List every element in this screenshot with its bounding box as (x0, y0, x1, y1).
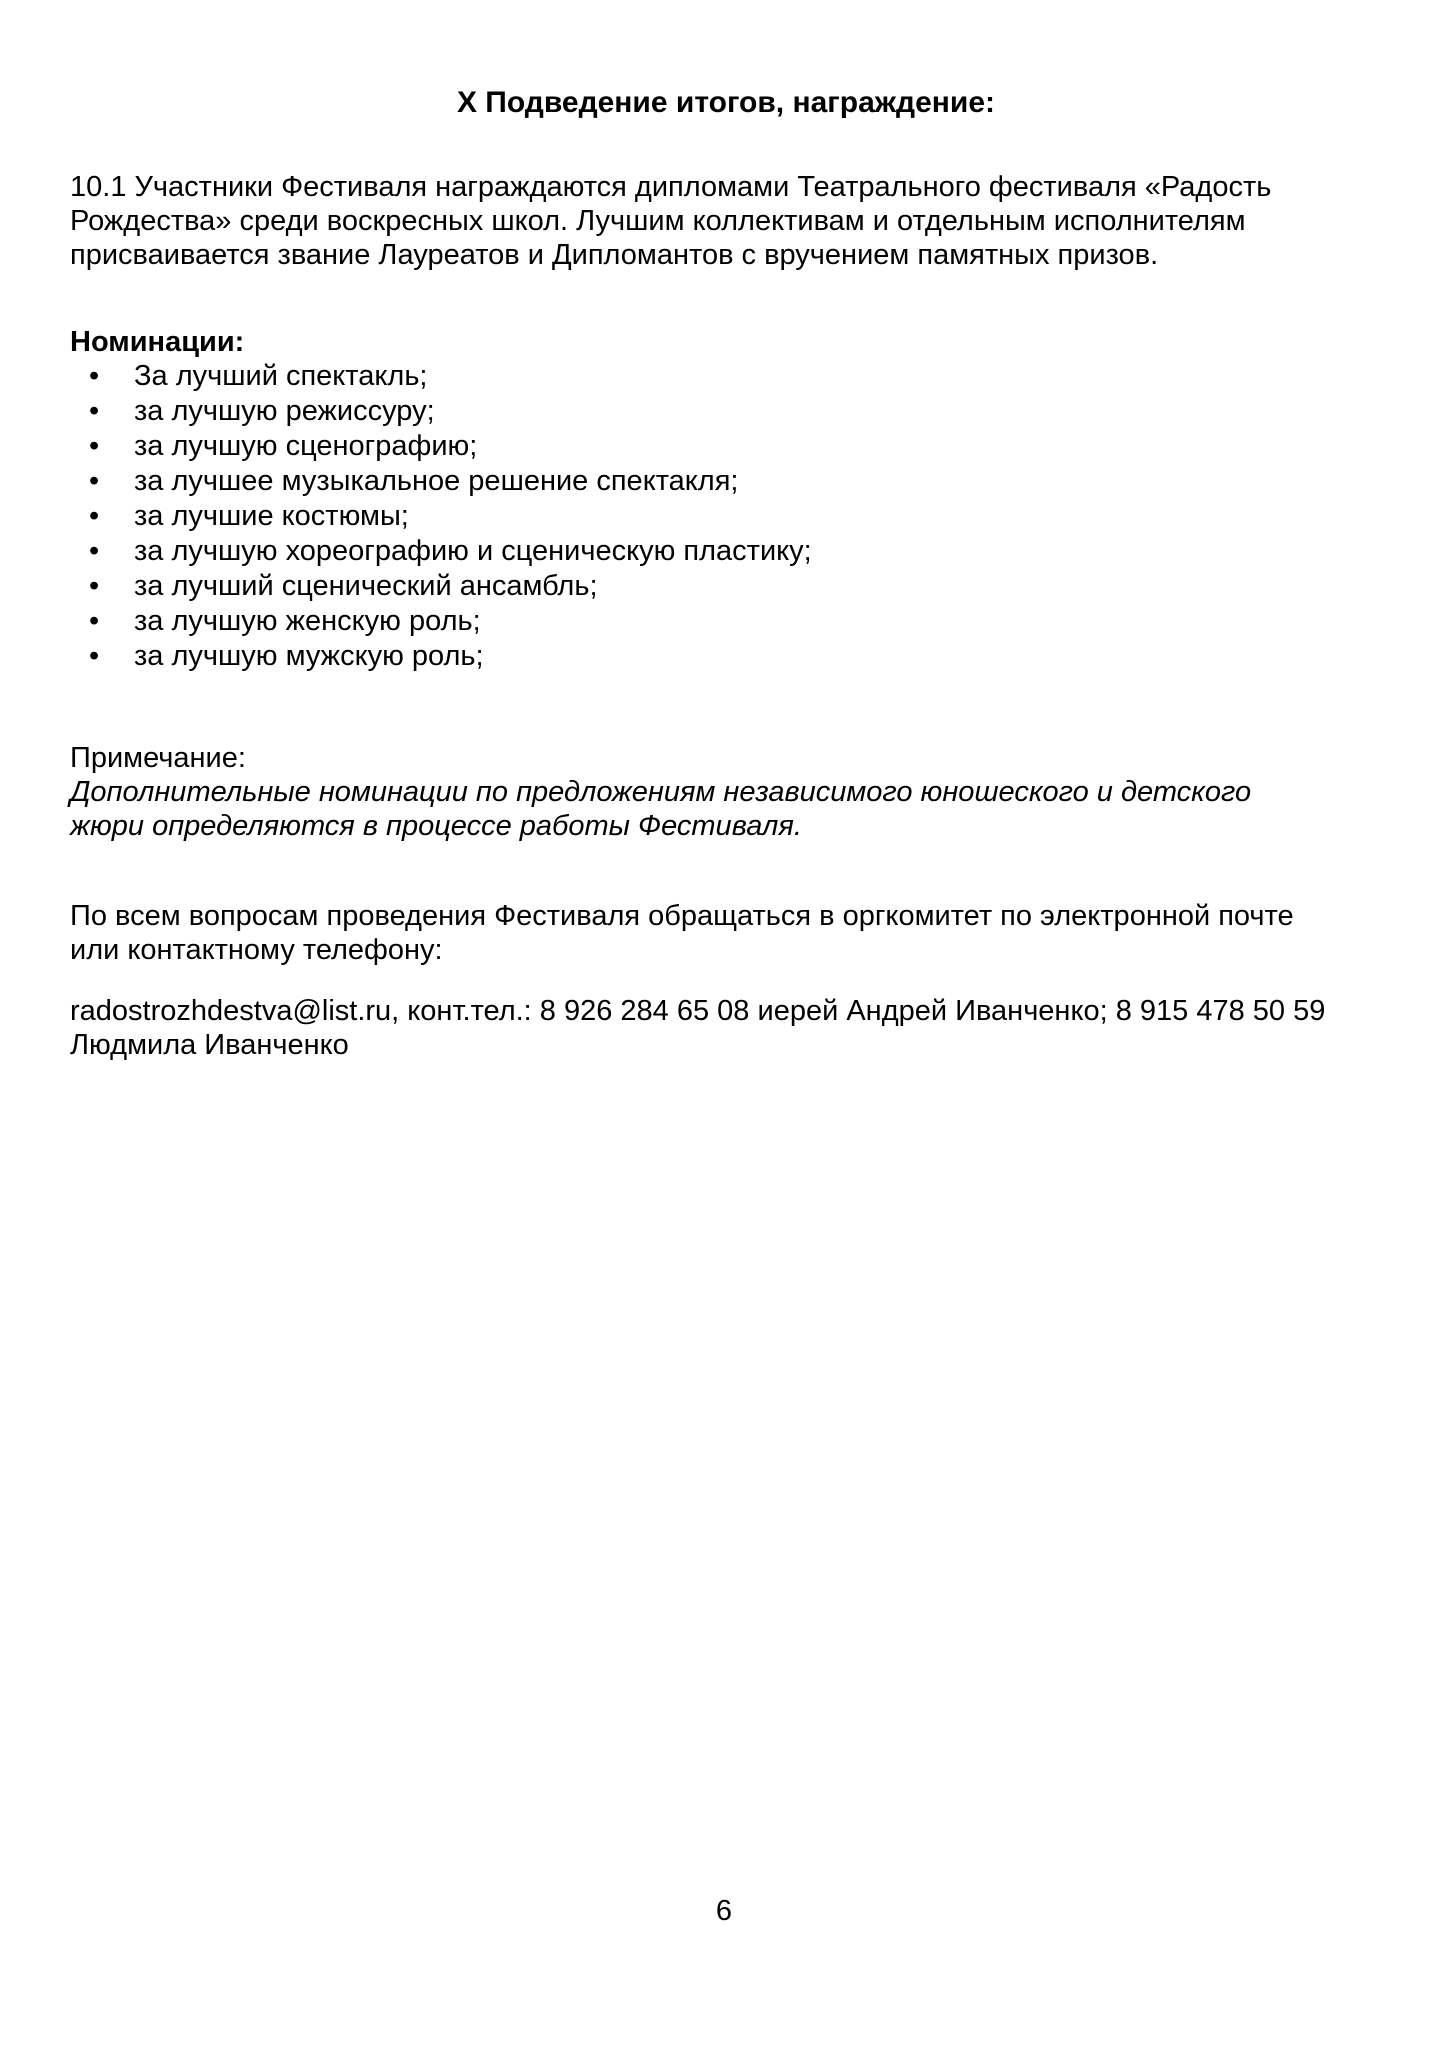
bullet-icon: • (89, 360, 100, 392)
list-item (70, 534, 1382, 569)
list-item-label: за лучший сценический ансамбль; (134, 570, 598, 602)
bullet-icon: • (89, 500, 100, 532)
list-item-label: За лучший спектакль; (134, 360, 428, 392)
bullet-icon: • (89, 570, 100, 602)
list-item (70, 429, 1382, 464)
paragraph-awards (70, 170, 1382, 272)
bullet-icon: • (89, 465, 100, 497)
list-item-label: за лучшую мужскую роль; (134, 640, 484, 672)
list-item-label: за лучшее музыкальное решение спектакля; (134, 465, 739, 497)
contact-details-paragraph (70, 994, 1382, 1062)
list-item-label: за лучшую женскую роль; (134, 605, 481, 637)
text-line: 10.1 Участники Фестиваля награждаются дипломами Театрального фестиваля «Радость (70, 171, 1272, 203)
text-line: или контактному телефону: (70, 934, 443, 966)
bullet-icon: • (89, 640, 100, 672)
nominations-list (70, 359, 1382, 674)
list-item-label: за лучшую сценографию; (134, 430, 478, 462)
contact-email-phone-line: radostrozhdestva@list.ru, конт.тел.: 8 926 284 65 08 иерей Андрей Иванченко; 8 915 478 50 59 (70, 995, 1326, 1027)
section-heading: Х Подведение итогов, награждение: (456, 86, 996, 119)
text-line: Дополнительные номинации по предложениям независимого юношеского и детского (70, 776, 1252, 808)
list-item (70, 359, 1382, 394)
list-item (70, 639, 1382, 674)
list-item (70, 569, 1382, 604)
text-line: Рождества» среди воскресных школ. Лучшим коллективам и отдельным исполнителям (70, 205, 1246, 237)
note-body (70, 775, 1382, 843)
contact-person-line: Людмила Иванченко (70, 1029, 349, 1061)
text-line: По всем вопросам проведения Фестиваля обращаться в оргкомитет по электронной почте (70, 900, 1294, 932)
contact-intro-paragraph (70, 899, 1382, 967)
text-line: жюри определяются в процессе работы Фестиваля. (70, 810, 802, 842)
list-item (70, 499, 1382, 534)
list-item (70, 604, 1382, 639)
list-item (70, 464, 1382, 499)
list-item-label: за лучшую режиссуру; (134, 395, 435, 427)
list-item-label: за лучшие костюмы; (134, 500, 409, 532)
bullet-icon: • (89, 430, 100, 462)
nominations-label: Номинации: (70, 326, 245, 358)
bullet-icon: • (89, 605, 100, 637)
note-label: Примечание: (70, 742, 246, 774)
bullet-icon: • (89, 395, 100, 427)
page-number: 6 (715, 1895, 733, 1927)
bullet-icon: • (89, 535, 100, 567)
list-item-label: за лучшую хореографию и сценическую пластику; (134, 535, 812, 567)
list-item (70, 394, 1382, 429)
text-line: присваивается звание Лауреатов и Дипломантов с вручением памятных призов. (70, 239, 1159, 271)
